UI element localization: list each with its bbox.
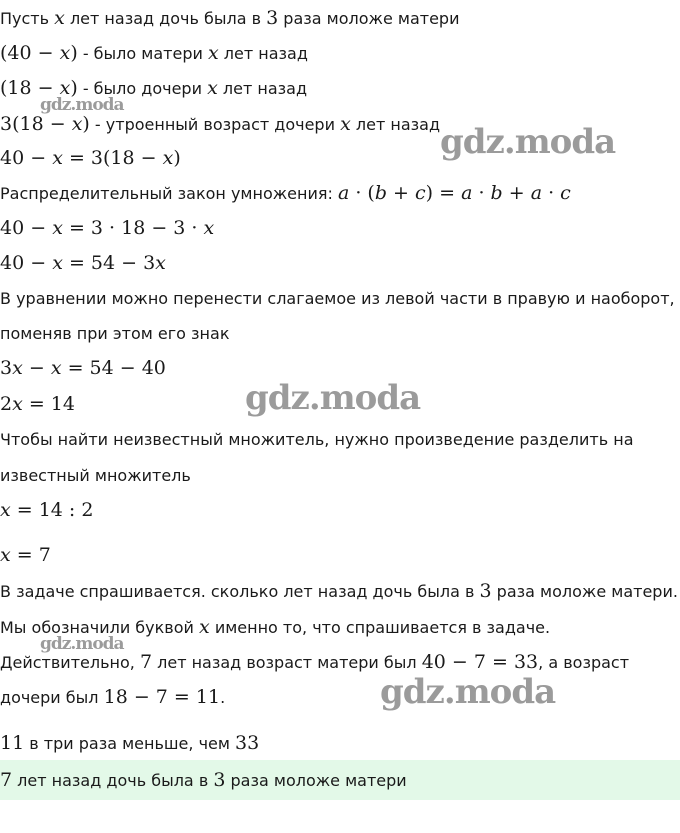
math: · — [472, 182, 491, 204]
watermark: gdz.moda — [40, 95, 124, 115]
math: x — [71, 113, 83, 135]
text-line-13 — [0, 428, 634, 452]
text: поменяв при этом его знак — [0, 324, 230, 343]
math: = 14 : 2 — [10, 499, 94, 521]
answer-text — [0, 768, 407, 793]
text-line-21 — [0, 731, 259, 756]
text: известный множитель — [0, 466, 191, 485]
math: x — [207, 77, 218, 99]
math: c — [560, 182, 571, 204]
math: = 7 — [10, 544, 51, 566]
text: В уравнении можно перенести слагаемое из левой части в правую и наоборот, — [0, 289, 675, 308]
distributive-law-line — [0, 181, 571, 206]
math: a — [337, 182, 350, 204]
text: - было дочери — [77, 79, 208, 98]
math: a — [461, 182, 473, 204]
math-line-2 — [0, 41, 308, 66]
math: · — [542, 182, 561, 204]
math: ) — [70, 77, 78, 99]
text: лет назад — [218, 44, 308, 63]
math: b — [490, 182, 503, 204]
text: Пусть — [0, 9, 55, 28]
text: - было матери — [77, 44, 208, 63]
text: . — [220, 688, 226, 707]
math: 7 — [139, 651, 153, 673]
equation-line-8 — [0, 251, 166, 276]
math: x — [12, 393, 23, 415]
math: x — [207, 42, 219, 64]
text-line-14 — [0, 464, 191, 488]
math: x — [203, 217, 215, 239]
text: именно то, что спрашивается в задаче. — [209, 618, 551, 637]
math: 40 − — [0, 147, 53, 169]
math: 40 − 7 = 33 — [421, 651, 539, 673]
math: 3(18 − — [0, 113, 72, 135]
math: x — [0, 499, 11, 521]
text-line-17 — [0, 579, 678, 604]
math: 7 — [0, 769, 13, 791]
math: 3 — [213, 769, 226, 791]
text: , а возраст — [538, 653, 630, 672]
math: x — [54, 7, 65, 29]
math: 3 — [479, 580, 492, 602]
text: в три раза меньше, чем — [24, 734, 236, 753]
watermark: gdz.moda — [440, 122, 616, 162]
math: = 3(18 − — [62, 147, 163, 169]
math: 3 — [266, 7, 279, 29]
text: - утроенный возраст дочери — [89, 115, 341, 134]
math: 11 — [0, 732, 25, 754]
math: = 54 − 40 — [61, 357, 166, 379]
text: раза моложе матери — [225, 771, 407, 790]
text-line-9 — [0, 287, 675, 311]
equation-line-16 — [0, 543, 51, 568]
text: лет назад возраст матери был — [152, 653, 422, 672]
text: лет назад — [350, 115, 440, 134]
math: 18 − 7 = 11 — [103, 686, 221, 708]
math: x — [52, 252, 63, 274]
text: В задаче спрашивается. сколько лет назад дочь была в — [0, 582, 480, 601]
math-line-4 — [0, 112, 440, 137]
text: Действительно, — [0, 653, 140, 672]
equation-line-15 — [0, 498, 93, 523]
math: − — [22, 357, 51, 379]
text: раза моложе матери. — [491, 582, 678, 601]
watermark: gdz.moda — [380, 672, 556, 712]
math: a — [530, 182, 543, 204]
text: лет назад дочь была в — [12, 771, 214, 790]
text: дочери был — [0, 688, 104, 707]
math: 33 — [235, 732, 260, 754]
equation-line-12 — [0, 392, 75, 417]
math: x — [0, 544, 11, 566]
math: c — [415, 182, 426, 204]
text: Мы обозначили буквой — [0, 618, 200, 637]
text: лет назад дочь была в — [64, 9, 267, 28]
math: (40 − — [0, 42, 60, 64]
math: x — [59, 77, 71, 99]
math: x — [340, 113, 351, 135]
text: лет назад — [217, 79, 307, 98]
math: 2 — [0, 393, 13, 415]
math: ) — [173, 147, 181, 169]
math: (18 − — [0, 77, 60, 99]
math: x — [199, 616, 210, 638]
math: ) — [70, 42, 78, 64]
math: 40 − — [0, 252, 53, 274]
text: раза моложе матери — [278, 9, 460, 28]
math: + — [502, 182, 531, 204]
math: ) — [82, 113, 90, 135]
math: = 3 · 18 − 3 · — [62, 217, 204, 239]
answer-box — [0, 760, 680, 800]
watermark: gdz.moda — [40, 634, 124, 654]
math: = 54 − 3 — [62, 252, 156, 274]
math: x — [162, 147, 174, 169]
math: b — [374, 182, 387, 204]
math: x — [155, 252, 166, 274]
math: x — [12, 357, 23, 379]
math: 40 − — [0, 217, 53, 239]
math: = 14 — [22, 393, 75, 415]
text-line-1 — [0, 6, 459, 31]
math: ) = — [425, 182, 462, 204]
math: x — [52, 217, 63, 239]
math: · ( — [349, 182, 375, 204]
math: x — [50, 357, 62, 379]
text-line-10 — [0, 322, 229, 346]
math: 3 — [0, 357, 13, 379]
equation-line-5 — [0, 146, 181, 171]
text: Чтобы найти неизвестный множитель, нужно произведение разделить на — [0, 430, 634, 449]
text: Распределительный закон умножения: — [0, 184, 338, 203]
equation-line-11 — [0, 356, 166, 381]
math: + — [387, 182, 415, 204]
math: x — [52, 147, 63, 169]
watermark: gdz.moda — [245, 378, 421, 418]
math: x — [59, 42, 71, 64]
text-line-20 — [0, 685, 225, 710]
equation-line-7 — [0, 216, 214, 241]
